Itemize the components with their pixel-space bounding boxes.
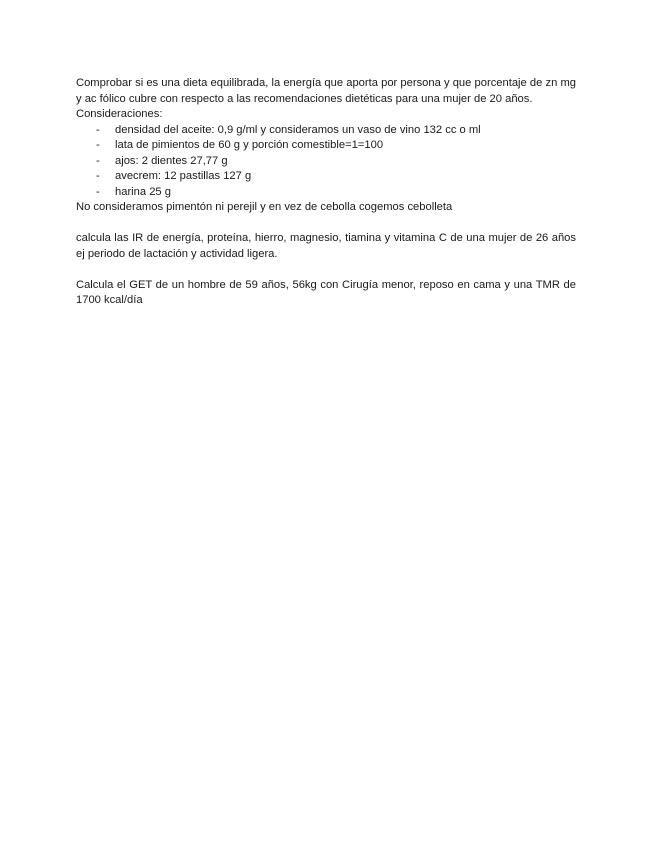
exclusions-note: No consideramos pimentón ni perejil y en vez de cebolla cogemos cebolleta xyxy=(76,201,453,213)
list-item-text: lata de pimientos de 60 g y porción comestible=1=100 xyxy=(115,139,384,151)
list-item xyxy=(76,169,576,185)
list-item-text: harina 25 g xyxy=(115,185,171,198)
list-item-text: ajos: 2 dientes 27,77 g xyxy=(115,154,228,167)
list-item xyxy=(76,123,576,139)
bullet-dash: - xyxy=(96,185,100,198)
ir-task-paragraph: calcula las IR de energía, proteína, hierro, magnesio, tiamina y vitamina C de una mujer de 26 años ej periodo de lactación y actividad ligera. xyxy=(76,232,576,260)
bullet-dash: - xyxy=(96,123,100,136)
bullet-dash: - xyxy=(96,154,100,167)
list-item xyxy=(76,154,576,170)
paragraph-spacer xyxy=(76,216,576,232)
get-task-paragraph: Calcula el GET de un hombre de 59 años, 56kg con Cirugía menor, reposo en cama y una TMR de 1700 kcal/día xyxy=(76,278,576,306)
list-item-text: densidad del aceite: 0,9 g/ml y consideramos un vaso de vino 132 cc o ml xyxy=(115,123,481,136)
paragraph-spacer xyxy=(76,262,576,278)
considerations-list xyxy=(76,123,576,201)
considerations-heading: Consideraciones: xyxy=(76,108,163,120)
bullet-dash: - xyxy=(96,139,100,151)
document-body xyxy=(76,76,576,309)
list-item-text: avecrem: 12 pastillas 127 g xyxy=(115,170,252,182)
list-item xyxy=(76,138,576,154)
bullet-dash: - xyxy=(96,170,100,182)
list-item xyxy=(76,185,576,201)
diet-task-paragraph: Comprobar si es una dieta equilibrada, la energía que aporta por persona y que porcentaje de zn mg y ac fólico cubre con respecto a las recomendaciones dietéticas para una mujer de 20 años. xyxy=(76,77,576,105)
